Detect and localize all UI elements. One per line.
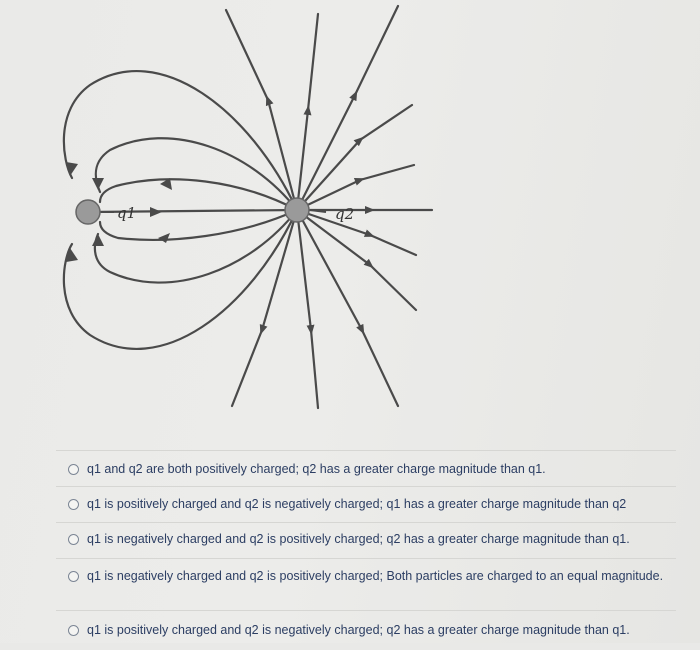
field-line [297, 210, 318, 408]
radio-button[interactable] [68, 534, 79, 545]
field-line [297, 14, 318, 210]
field-arrow [158, 233, 170, 243]
charge-q1 [76, 200, 100, 224]
field-line [226, 10, 297, 210]
field-line [96, 138, 297, 210]
answer-option[interactable] [56, 558, 676, 610]
answer-options [56, 450, 676, 650]
field-line [297, 210, 416, 310]
answer-option[interactable] [56, 450, 676, 486]
field-line [297, 105, 412, 210]
answer-option-label: q1 is positively charged and q2 is negatively charged; q1 has a greater charge magnitude than q2 [87, 497, 627, 511]
charge-q2 [285, 198, 309, 222]
field-line [297, 210, 416, 255]
answer-option-label: q1 is negatively charged and q2 is positively charged; q2 has a greater charge magnitude than q1. [87, 532, 630, 546]
field-arrow [150, 207, 162, 217]
radio-button[interactable] [68, 499, 79, 510]
answer-option[interactable] [56, 486, 676, 522]
radio-button[interactable] [68, 571, 79, 582]
field-arrow [92, 178, 104, 190]
charge-q1-label: q1 [117, 204, 137, 222]
answer-option[interactable] [56, 610, 676, 650]
radio-button[interactable] [68, 625, 79, 636]
field-line [297, 165, 414, 210]
charge-q2-label: q2 [335, 205, 355, 223]
field-line [232, 210, 297, 406]
field-arrow [92, 234, 104, 246]
field-line [297, 6, 398, 210]
answer-option[interactable] [56, 522, 676, 558]
answer-option-label: q1 and q2 are both positively charged; q2 has a greater charge magnitude than q1. [87, 462, 546, 476]
radio-button[interactable] [68, 464, 79, 475]
answer-option-label: q1 is negatively charged and q2 is positively charged; Both particles are charged to an equal magnitude. [87, 569, 664, 583]
answer-option-label: q1 is positively charged and q2 is negatively charged; q2 has a greater charge magnitude than q1. [87, 623, 630, 637]
